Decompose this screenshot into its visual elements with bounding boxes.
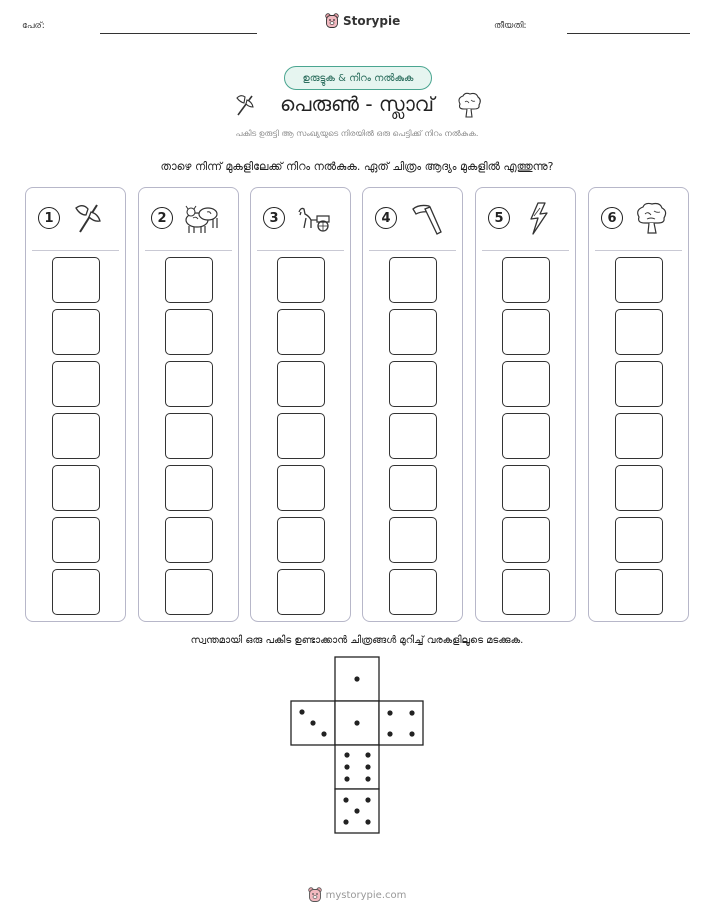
- color-box[interactable]: [165, 257, 213, 303]
- column-number: 2: [151, 207, 173, 229]
- box-stack: [52, 257, 100, 621]
- lightning-icon: [520, 200, 558, 236]
- column-3: [250, 187, 351, 622]
- color-box[interactable]: [502, 569, 550, 615]
- date-label: തീയതി:: [494, 21, 527, 31]
- color-box[interactable]: [502, 413, 550, 459]
- color-box[interactable]: [389, 465, 437, 511]
- column-divider: [595, 250, 682, 251]
- pip: [365, 797, 370, 802]
- color-box[interactable]: [502, 309, 550, 355]
- page-subtitle: പകിട ഉരുട്ടി ആ സംഖ്യയുടെ നിരയിൽ ഒരു പെട്ടിക്ക് നിറം നൽകുക.: [235, 129, 479, 138]
- color-box[interactable]: [615, 569, 663, 615]
- color-box[interactable]: [615, 465, 663, 511]
- pip: [409, 710, 414, 715]
- pip: [365, 776, 370, 781]
- pip: [387, 710, 392, 715]
- column-4: [362, 187, 463, 622]
- color-box[interactable]: [615, 413, 663, 459]
- fold-instruction: സ്വന്തമായി ഒരു പകിട ഉണ്ടാക്കാൻ ചിത്രങ്ങൾ മുറിച്ച് വരകളിലൂടെ മടക്കുക.: [190, 635, 524, 646]
- color-box[interactable]: [165, 361, 213, 407]
- pip: [344, 776, 349, 781]
- color-box[interactable]: [52, 257, 100, 303]
- column-number: 6: [601, 207, 623, 229]
- pip: [344, 764, 349, 769]
- pip: [299, 709, 304, 714]
- date-line[interactable]: [567, 33, 690, 34]
- color-box[interactable]: [52, 413, 100, 459]
- die-face-6: [335, 745, 379, 789]
- color-box[interactable]: [389, 517, 437, 563]
- storypie-logo: [325, 13, 400, 29]
- axe-icon: [70, 200, 108, 236]
- color-box[interactable]: [277, 361, 325, 407]
- color-box[interactable]: [52, 309, 100, 355]
- name-label: പേര്:: [22, 21, 45, 31]
- pip: [343, 819, 348, 824]
- column-header: [476, 188, 575, 250]
- pip: [354, 676, 359, 681]
- footer-url[interactable]: mystorypie.com: [325, 889, 407, 901]
- oak-tree-icon: [454, 90, 484, 120]
- color-box[interactable]: [277, 465, 325, 511]
- column-divider: [145, 250, 232, 251]
- pip: [354, 808, 359, 813]
- bear-logo-icon: [325, 13, 339, 29]
- cattle-icon: [183, 200, 221, 236]
- pip: [387, 731, 392, 736]
- column-number: 1: [38, 207, 60, 229]
- color-box[interactable]: [389, 569, 437, 615]
- column-header: [589, 188, 688, 250]
- color-box[interactable]: [389, 257, 437, 303]
- box-stack: [165, 257, 213, 621]
- column-divider: [257, 250, 344, 251]
- pip: [343, 797, 348, 802]
- column-header: [139, 188, 238, 250]
- pip: [321, 731, 326, 736]
- box-stack: [502, 257, 550, 621]
- column-number: 5: [488, 207, 510, 229]
- die-face-4: [379, 701, 423, 745]
- color-box[interactable]: [277, 413, 325, 459]
- pip: [365, 764, 370, 769]
- color-box[interactable]: [615, 361, 663, 407]
- page-title: പെരുൺ - സ്ലാവ്: [279, 92, 435, 116]
- color-box[interactable]: [502, 517, 550, 563]
- color-box[interactable]: [165, 465, 213, 511]
- pip: [409, 731, 414, 736]
- oak-tree-icon: [633, 200, 671, 236]
- box-stack: [389, 257, 437, 621]
- column-header: [363, 188, 462, 250]
- color-box[interactable]: [52, 361, 100, 407]
- activity-badge: ഉരുട്ടുക & നിറം നൽകുക: [284, 66, 432, 90]
- column-number: 4: [375, 207, 397, 229]
- color-box[interactable]: [502, 257, 550, 303]
- pip: [365, 819, 370, 824]
- name-line[interactable]: [100, 33, 257, 34]
- color-box[interactable]: [389, 413, 437, 459]
- color-box[interactable]: [165, 309, 213, 355]
- column-5: [475, 187, 576, 622]
- color-box[interactable]: [389, 361, 437, 407]
- brand-name: Storypie: [343, 14, 401, 28]
- color-box[interactable]: [52, 465, 100, 511]
- color-box[interactable]: [165, 517, 213, 563]
- hammer-icon: [407, 200, 445, 236]
- pip: [310, 720, 315, 725]
- column-6: [588, 187, 689, 622]
- box-stack: [615, 257, 663, 621]
- pip: [344, 752, 349, 757]
- die-net[interactable]: [290, 656, 426, 836]
- horse-cart-icon: [295, 200, 333, 236]
- color-box[interactable]: [277, 517, 325, 563]
- color-box[interactable]: [52, 517, 100, 563]
- pip: [354, 720, 359, 725]
- color-box[interactable]: [502, 465, 550, 511]
- column-divider: [369, 250, 456, 251]
- color-box[interactable]: [277, 257, 325, 303]
- coloring-instruction: താഴെ നിന്ന് മുകളിലേക്ക് നിറം നൽകുക. ഏത് ചിത്രം ആദ്യം മുകളിൽ എത്തുന്നു?: [160, 160, 554, 173]
- column-header: [251, 188, 350, 250]
- color-box[interactable]: [165, 569, 213, 615]
- box-stack: [277, 257, 325, 621]
- pip: [365, 752, 370, 757]
- color-box[interactable]: [277, 569, 325, 615]
- color-box[interactable]: [52, 569, 100, 615]
- column-1: [25, 187, 126, 622]
- color-box[interactable]: [502, 361, 550, 407]
- column-divider: [32, 250, 119, 251]
- column-2: [138, 187, 239, 622]
- color-box[interactable]: [615, 517, 663, 563]
- color-box[interactable]: [615, 309, 663, 355]
- column-divider: [482, 250, 569, 251]
- column-header: [26, 188, 125, 250]
- column-number: 3: [263, 207, 285, 229]
- color-box[interactable]: [615, 257, 663, 303]
- color-box[interactable]: [165, 413, 213, 459]
- color-box[interactable]: [277, 309, 325, 355]
- bear-logo-icon: [308, 887, 322, 903]
- footer: [0, 887, 714, 903]
- color-box[interactable]: [389, 309, 437, 355]
